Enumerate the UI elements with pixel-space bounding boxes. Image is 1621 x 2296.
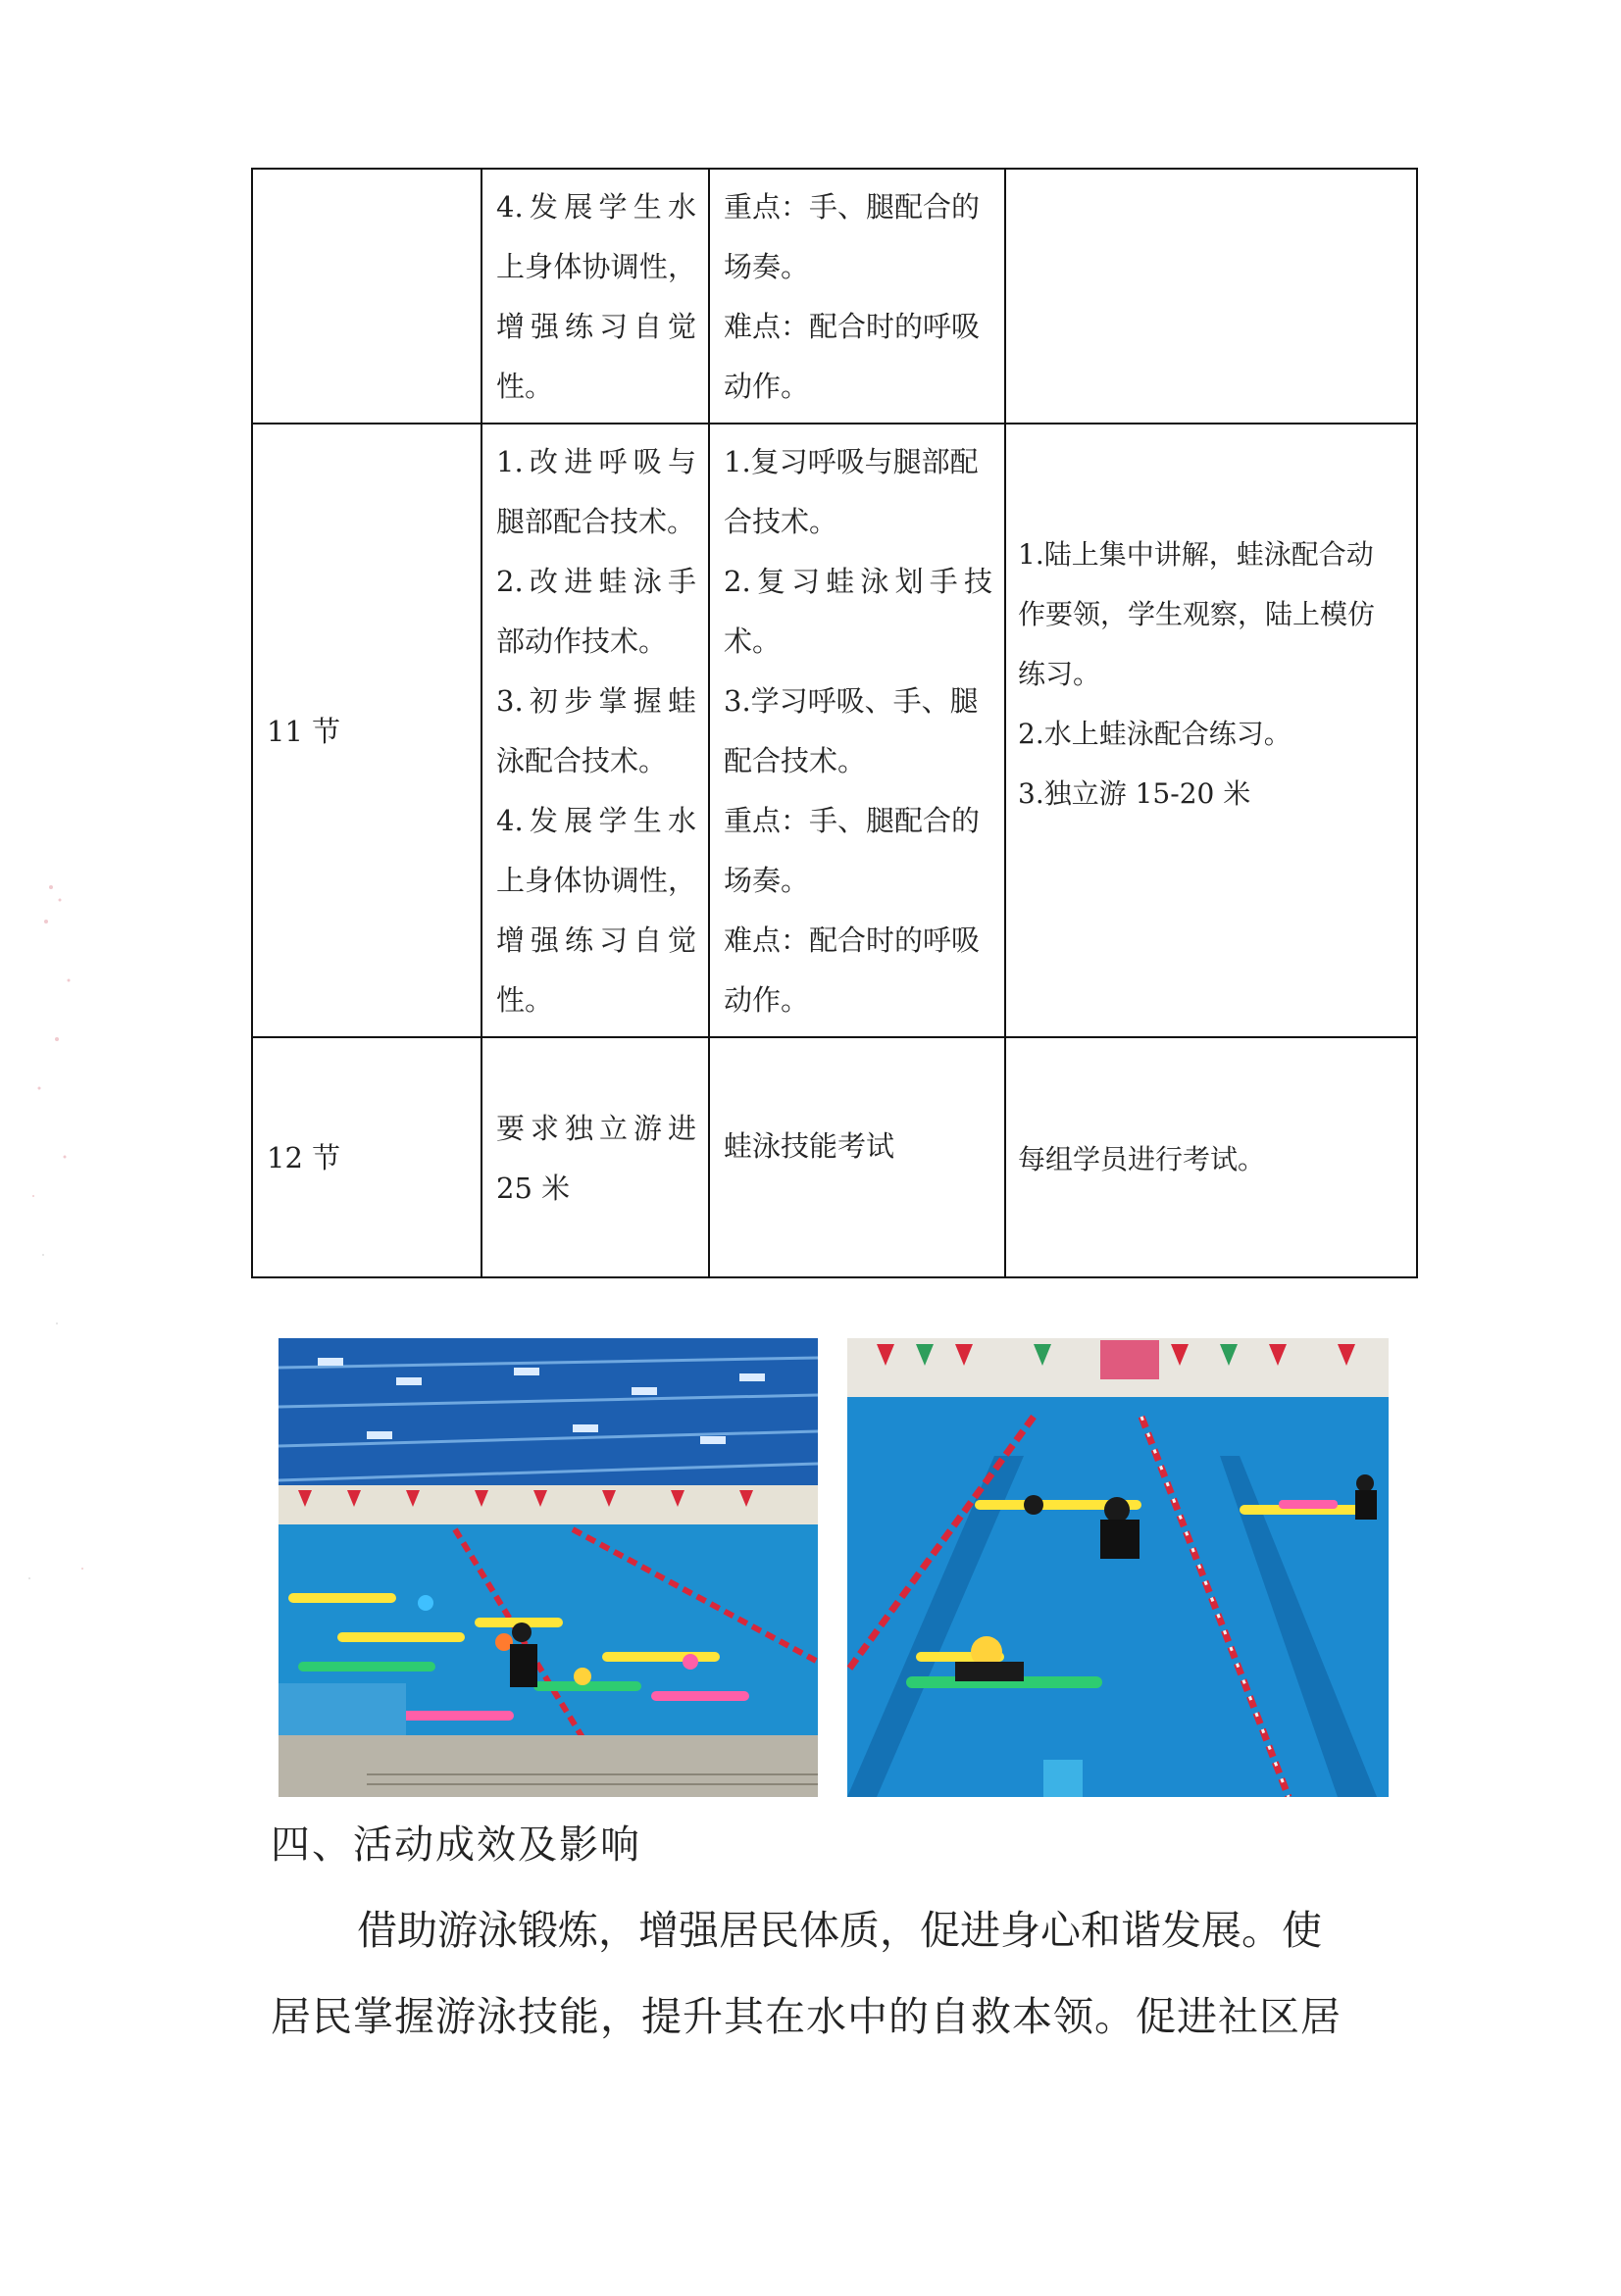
activity-line: 每组学员进行考试。: [1018, 1143, 1266, 1175]
content-cell: [709, 1037, 1005, 1277]
goal-line: 增强练习自觉: [496, 923, 696, 957]
activity-line: 2.水上蛙泳配合练习。: [1018, 717, 1292, 750]
goals-cell: [481, 424, 709, 1037]
goal-line: 2.改进蛙泳手: [496, 565, 696, 598]
goal-line: 部动作技术。: [496, 624, 668, 658]
paragraph-line: 借助游泳锻炼，增强居民体质，促进身心和谐发展。使: [357, 1907, 1322, 1954]
content-cell: [709, 169, 1005, 424]
lesson-plan-table: [251, 168, 1418, 1278]
goal-line: 要求独立游进: [496, 1111, 696, 1145]
content-line: 场奏。: [724, 250, 810, 283]
lesson-cell: [252, 169, 481, 424]
scan-specks: [0, 0, 118, 2292]
goal-line: 3.初步掌握蛙: [496, 684, 696, 718]
paragraph-line: 居民掌握游泳技能，提升其在水中的自救本领。促进社区居: [271, 1993, 1342, 2040]
content-line: 难点：配合时的呼吸: [724, 923, 981, 957]
goal-line: 4.发展学生水: [496, 804, 696, 837]
content-line: 合技术。: [724, 505, 838, 538]
goals-cell: [481, 1037, 709, 1277]
content-line: 3.学习呼吸、手、腿: [724, 684, 979, 718]
content-line: 重点：手、腿配合的: [724, 804, 981, 837]
content-cell: [709, 424, 1005, 1037]
activity-line: 作要领，学生观察，陆上模仿: [1018, 597, 1376, 630]
goal-line: 性。: [496, 983, 554, 1017]
content-line: 动作。: [724, 983, 810, 1017]
table-row: [252, 1037, 1417, 1277]
lesson-cell: [252, 424, 481, 1037]
swimming-class-photo-right: [847, 1338, 1389, 1797]
activity-line: 练习。: [1018, 657, 1101, 690]
goal-line: 4.发展学生水: [496, 190, 696, 224]
content-line: 蛙泳技能考试: [724, 1129, 895, 1163]
table-row: [252, 424, 1417, 1037]
content-line: 术。: [724, 624, 782, 658]
goal-line: 增强练习自觉: [496, 310, 696, 343]
section-heading: 四、活动成效及影响: [271, 1822, 641, 1868]
content-line: 难点：配合时的呼吸: [724, 310, 981, 343]
activity-line: 1.陆上集中讲解，蛙泳配合动: [1018, 537, 1374, 571]
goal-line: 上身体协调性，: [496, 864, 696, 897]
activity-line: 3.独立游 15-20 米: [1018, 776, 1251, 810]
activities-cell: [1005, 1037, 1417, 1277]
goal-line: 腿部配合技术。: [496, 505, 696, 538]
lesson-label: 11 节: [267, 714, 341, 748]
content-line: 场奏。: [724, 864, 810, 897]
goals-cell: [481, 169, 709, 424]
content-line: 2.复习蛙泳划手技: [724, 565, 992, 598]
activities-cell: [1005, 169, 1417, 424]
content-line: 重点：手、腿配合的: [724, 190, 981, 224]
goal-line: 25 米: [496, 1171, 571, 1205]
lesson-label: 12 节: [267, 1141, 341, 1174]
content-line: 配合技术。: [724, 744, 867, 777]
table-row: [252, 169, 1417, 424]
swimming-class-photo-left: [279, 1338, 818, 1797]
content-line: 动作。: [724, 370, 810, 403]
goal-line: 1.改进呼吸与: [496, 445, 696, 478]
activities-cell: [1005, 424, 1417, 1037]
goal-line: 泳配合技术。: [496, 744, 668, 777]
lesson-cell: [252, 1037, 481, 1277]
content-line: 1.复习呼吸与腿部配: [724, 445, 979, 478]
goal-line: 上身体协调性，: [496, 250, 696, 283]
goal-line: 性。: [496, 370, 554, 403]
